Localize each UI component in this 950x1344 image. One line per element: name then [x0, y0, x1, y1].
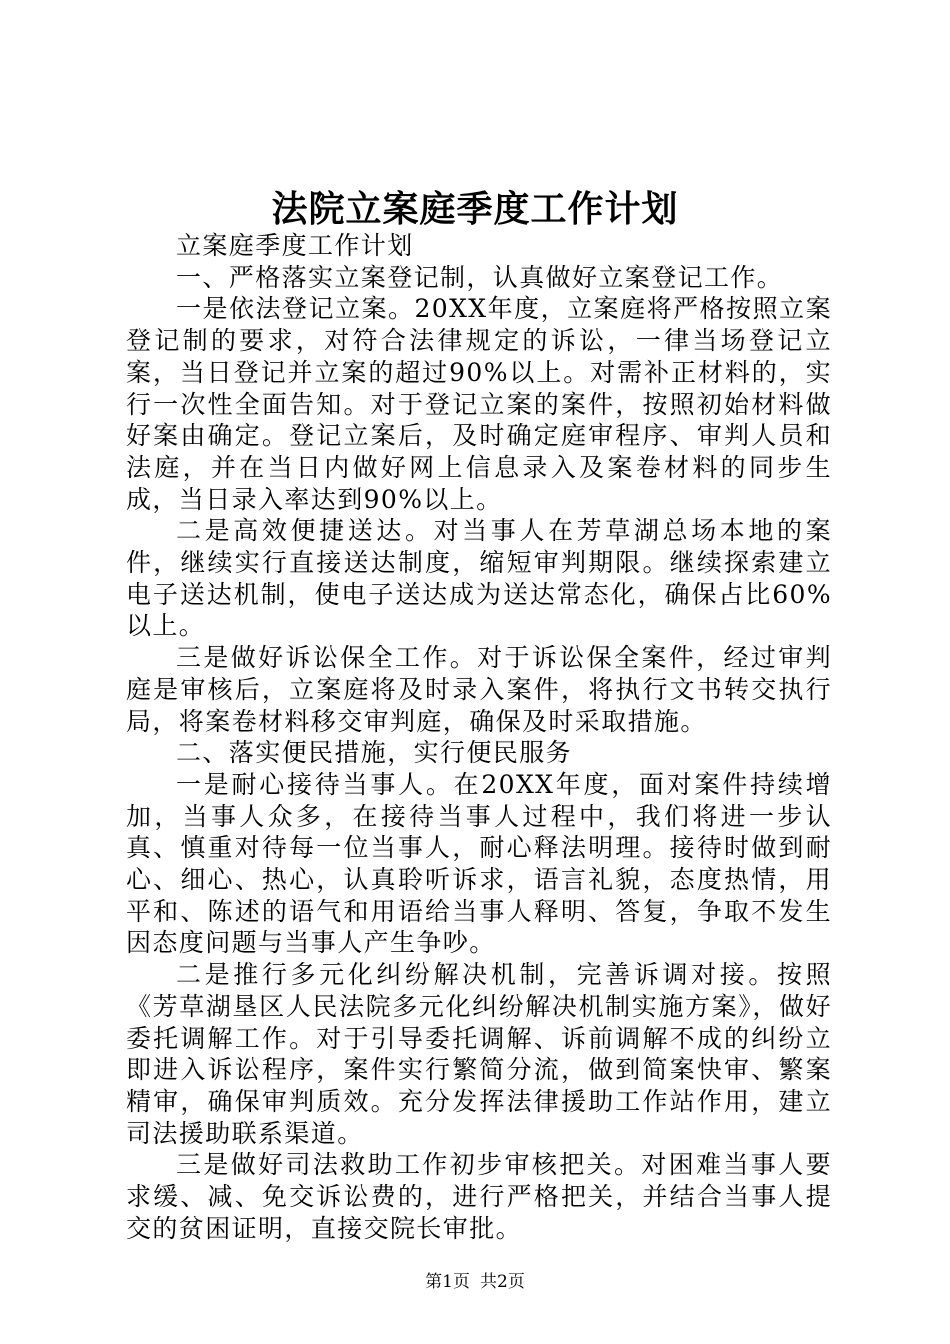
- paragraph-section-heading-2: 二、落实便民措施，实行便民服务: [176, 738, 573, 768]
- paragraph: 二是高效便捷送达。对当事人在芳草湖总场本地的案件，继续实行直接送达制度，缩短审判期限。继续探索建立电子送达机制，使电子送达成为送达常态化，确保占比60%以上。: [126, 516, 832, 641]
- document-body: [126, 230, 832, 1245]
- paragraph: 二是推行多元化纠纷解决机制，完善诉调对接。按照《芳草湖垦区人民法院多元化纠纷解决机制实施方案》，做好委托调解工作。对于引导委托调解、诉前调解不成的纠纷立即进入诉讼程序，案件实行繁简分流，做到简案快审、繁案精审，确保审判质效。充分发挥法律援助工作站作用，建立司法援助联系渠道。: [126, 960, 832, 1148]
- paragraph: 三是做好诉讼保全工作。对于诉讼保全案件，经过审判庭是审核后，立案庭将及时录入案件，将执行文书转交执行局，将案卷材料移交审判庭，确保及时采取措施。: [126, 643, 832, 736]
- paragraph: 一是依法登记立案。20XX年度，立案庭将严格按照立案登记制的要求，对符合法律规定的诉讼，一律当场登记立案，当日登记并立案的超过90%以上。对需补正材料的，实行一次性全面告知。对于登记立案的案件，按照初始材料做好案由确定。登记立案后，及时确定庭审程序、审判人员和法庭，并在当日内做好网上信息录入及案卷材料的同步生成，当日录入率达到90%以上。: [126, 294, 832, 514]
- paragraph: 一是耐心接待当事人。在20XX年度，面对案件持续增加，当事人众多，在接待当事人过程中，我们将进一步认真、慎重对待每一位当事人，耐心释法明理。接待时做到耐心、细心、热心，认真聆听诉求，语言礼貌，态度热情，用平和、陈述的语气和用语给当事人释明、答复，争取不发生因态度问题与当事人产生争吵。: [126, 769, 832, 958]
- page-number: 第1页: [425, 1272, 470, 1292]
- paragraph-subtitle: 立案庭季度工作计划: [176, 231, 414, 260]
- page-total: 共2页: [480, 1272, 525, 1292]
- page-footer: [0, 1270, 950, 1294]
- document-title: 法院立案庭季度工作计划: [271, 188, 679, 230]
- paragraph-section-heading-1: 一、严格落实立案登记制，认真做好立案登记工作。: [176, 262, 784, 292]
- paragraph: 三是做好司法救助工作初步审核把关。对困难当事人要求缓、减、免交诉讼费的，进行严格把关，并结合当事人提交的贫困证明，直接交院长审批。: [126, 1150, 832, 1243]
